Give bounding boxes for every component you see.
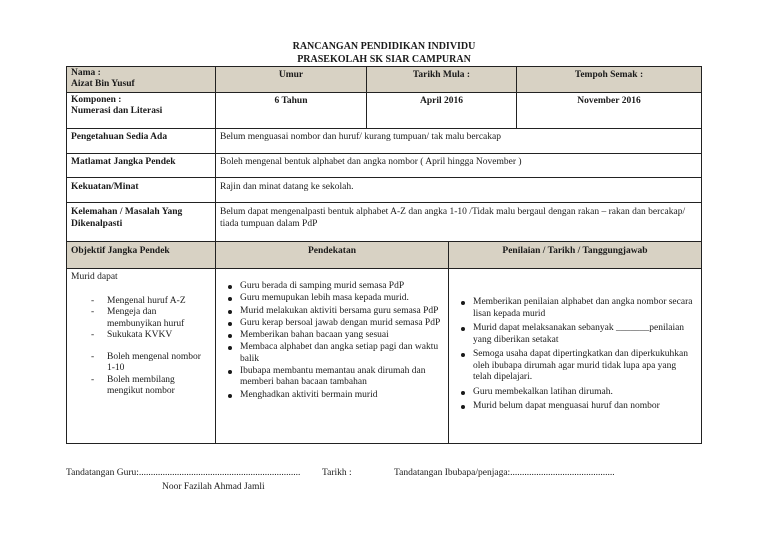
ibubapa-signature-line: Tandatangan Ibubapa/penjaga:............................................ [394, 468, 615, 478]
nama-label: Nama : [71, 68, 101, 78]
form-table [66, 66, 702, 444]
list-item: Murid melakukan aktiviti bersama guru semasa PdP [218, 306, 444, 317]
list-item: Murid belum dapat menguasai huruf dan nombor [451, 401, 695, 413]
list-item: - Mengeja dan membunyikan huruf [71, 307, 211, 330]
list-item: - Boleh mengenal nombor 1-10 [71, 352, 211, 375]
list-item: Guru kerap bersoal jawab dengan murid semasa PdP [218, 318, 444, 329]
nama-cell [67, 67, 215, 92]
guru-signature-line: Tandatangan Guru:.................................................................... [66, 468, 301, 478]
tempoh-semak-value: November 2016 [577, 96, 641, 106]
tarikh-mula-label: Tarikh Mula : [412, 70, 471, 80]
nama-value: Aizat Bin Yusuf [71, 79, 135, 89]
kekuatan-label: Kekuatan/Minat [71, 182, 139, 192]
pendekatan-list [218, 281, 444, 401]
komponen-label: Komponen : [71, 95, 122, 105]
list-item: Membaca alphabet dan angka setiap pagi dan waktu balik [218, 342, 444, 365]
umur-value: 6 Tahun [274, 96, 308, 106]
komponen-value: Numerasi dan Literasi [71, 106, 163, 116]
pendekatan-header: Pendekatan [307, 246, 357, 256]
list-item: Memberikan bahan bacaan yang sesuai [218, 330, 444, 341]
list-item: - Sukukata KVKV [71, 330, 211, 342]
objektif-header: Objektif Jangka Pendek [71, 246, 170, 256]
list-item: - Boleh membilang mengikut nombor [71, 375, 211, 398]
list-item: - Mengenal huruf A-Z [71, 296, 211, 308]
list-item: Menghadkan aktiviti bermain murid [218, 390, 444, 401]
objektif-content [67, 270, 215, 400]
penilaian-header: Penilaian / Tarikh / Tanggungjawab [502, 246, 648, 256]
list-item: Memberikan penilaian alphabet dan angka nombor secara lisan kepada murid [451, 297, 695, 320]
list-item: Guru memupukan lebih masa kepada murid. [218, 293, 444, 304]
pengetahuan-label: Pengetahuan Sedia Ada [71, 132, 168, 142]
umur-label: Umur [278, 70, 304, 80]
list-item: Guru membekalkan latihan dirumah. [451, 387, 695, 399]
list-item: Guru berada di samping murid semasa PdP [218, 281, 444, 292]
pendekatan-content [216, 281, 448, 402]
komponen-cell [67, 93, 215, 128]
pengetahuan-value: Belum menguasai nombor dan huruf/ kurang tumpuan/ tak malu bercakap [220, 132, 501, 142]
matlamat-value: Boleh mengenal bentuk alphabet dan angka nombor ( April hingga November ) [220, 157, 522, 167]
kekuatan-value: Rajin dan minat datang ke sekolah. [220, 182, 354, 192]
objektif-intro: Murid dapat [71, 272, 118, 282]
penilaian-list [451, 297, 695, 413]
guru-name: Noor Fazilah Ahmad Jamli [162, 482, 265, 492]
objektif-list [71, 296, 211, 398]
list-item: Ibubapa membantu memantau anak dirumah dan memberi bahan bacaan tambahan [218, 366, 444, 389]
list-item: Murid dapat melaksanakan sebanyak _______penilaian yang diberikan setakat [451, 323, 695, 346]
tarikh-mula-value: April 2016 [419, 96, 463, 106]
penilaian-content [449, 297, 701, 414]
kelemahan-label: Kelemahan / Masalah Yang Dikenalpasti [71, 207, 183, 229]
tarikh-label: Tarikh : [322, 468, 352, 478]
document-title: RANCANGAN PENDIDIKAN INDIVIDU [292, 41, 476, 52]
list-item: Semoga usaha dapat dipertingkatkan dan diperkukuhkan oleh ibubapa dirumah agar murid tidak lupa apa yang telah dipelajari. [451, 349, 695, 384]
school-name: PRASEKOLAH SK SIAR CAMPURAN [297, 54, 471, 65]
kelemahan-value: Belum dapat mengenalpasti bentuk alphabet A-Z dan angka 1-10 /Tidak malu bergaul dengan rakan – rakan dan bercakap/ tiada tumpuan dalam PdP [220, 207, 686, 229]
tempoh-semak-label: Tempoh Semak : [574, 70, 644, 80]
matlamat-label: Matlamat Jangka Pendek [71, 157, 176, 167]
